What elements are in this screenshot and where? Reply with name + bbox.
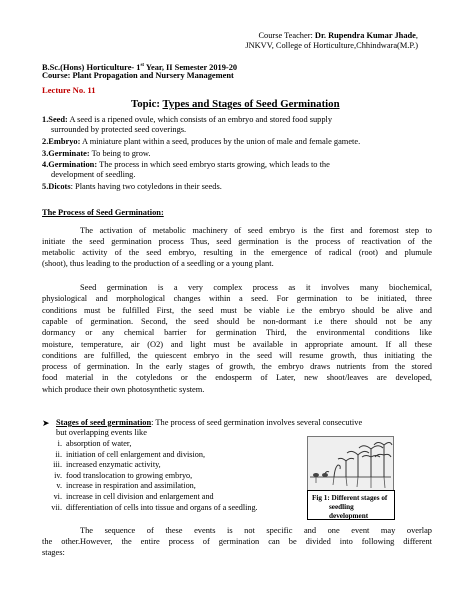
stage-text: food translocation to growing embryo,: [66, 470, 193, 480]
definition-term: Germinate:: [48, 149, 90, 158]
stages-intro: [56, 418, 432, 428]
stage-number: vii.: [51, 502, 62, 512]
topic-prefix: Topic:: [131, 98, 163, 110]
stage-number: iii.: [53, 460, 62, 470]
seedling-stages-illustration: [308, 437, 393, 490]
program-sup: st: [140, 63, 145, 68]
paragraph-line: The activation of metabolic machinery of seed embryo is the first and foremost step to: [80, 226, 432, 235]
definition-term: Germination:: [48, 160, 98, 169]
definition-term: Dicots: [48, 182, 71, 191]
definition-text: The process in which seed embryo starts growing, which leads to the: [97, 160, 330, 169]
definition-item: [51, 170, 135, 180]
paragraph-line: moisture, temperature, air (O2) and light must be available in appropriate amount. If all these: [42, 339, 432, 349]
stages-intro-text: : The process of seed germination involves several consecutive: [151, 418, 363, 427]
paragraph-line: capable of germination. Second, the seed should be non-dormant i.e there should not be any: [42, 316, 432, 326]
figure-caption: [307, 490, 395, 520]
paragraph-line: The sequence of these events is not specific and one event may overlap: [80, 526, 432, 535]
definition-continuation: surrounded by protected seed coverings.: [51, 125, 187, 134]
program-text-2: Year, II Semester 2019-20: [144, 62, 238, 72]
teacher-suffix: ,: [415, 31, 418, 40]
course-line: Course: Plant Propagation and Nursery Management: [42, 71, 234, 80]
paragraph-line: conditions are fulfilled, the quiescent embryo in the seed will resume growth, thus initiating the: [42, 350, 432, 360]
stages-heading: Stages of seed germination: [56, 418, 152, 427]
program-text: B.Sc.(Hons) Horticulture- 1: [42, 62, 141, 72]
definition-item: [42, 137, 432, 147]
definition-item: [42, 182, 432, 192]
stage-number: i.: [57, 439, 62, 448]
definition-text: A miniature plant within a seed, produces by the union of male and female gamete.: [80, 137, 361, 146]
paragraph-line: initiate the seed germination process Thus, seed germination is the process of reactivation of the: [42, 237, 432, 246]
caption-line-1: Fig 1: Different stages of: [312, 494, 388, 502]
teacher-label: Course Teacher:: [258, 31, 315, 40]
teacher-name: Dr. Rupendra Kumar Jhade: [314, 31, 416, 40]
definition-number: 3.: [42, 149, 49, 158]
definition-item: [42, 149, 432, 159]
stage-text: increase in cell division and enlargement and: [66, 492, 214, 501]
definition-term: Seed:: [48, 115, 68, 124]
definition-number: 2.: [42, 137, 49, 146]
definition-number: 4.: [42, 160, 49, 169]
stages-intro-cont: but overlapping events like: [56, 428, 147, 437]
definition-term: Embryo:: [48, 137, 81, 146]
definition-number: 1.: [42, 115, 49, 124]
definition-text: To being to grow.: [89, 149, 151, 158]
paragraph-line: conditions must be fulfilled First, the seed must be viable i.e the embryo should be alive and: [42, 305, 432, 315]
definition-text: A seed is a ripened ovule, which consists of an embryo and stored food supply: [67, 115, 333, 124]
definition-item: [51, 125, 186, 135]
definition-text: : Plants having two cotyledons in their seeds.: [70, 182, 222, 191]
definition-number: 5.: [42, 182, 49, 191]
section-heading: The Process of Seed Germination:: [42, 208, 164, 217]
course-teacher-line: [258, 31, 418, 41]
arrow-bullet-icon: ➤: [42, 418, 50, 428]
paragraph-line: metabolic activity of the seed embryo, resulting in the emergence of radical (root) and plumule: [42, 248, 432, 257]
paragraph-line: dormancy or any chemical barrier for germination Third, the environmental conditions like: [42, 328, 432, 338]
stage-number: vi.: [53, 492, 62, 501]
stage-number: iv.: [54, 470, 62, 480]
lecture-number: Lecture No. 11: [42, 85, 96, 95]
paragraph-line: which produce their own photosynthetic system.: [42, 384, 205, 394]
paragraph-line: stages:: [42, 548, 65, 557]
paragraph-line: Seed germination is a very complex process as it involves many biochemical,: [80, 283, 432, 292]
definition-item: [42, 160, 432, 170]
paragraph-line: the other.However, the entire process of germination can be divided into following different: [42, 537, 432, 546]
stage-text: differentiation of cells into tissue and organs of a seedling.: [66, 502, 258, 512]
paragraph-line: (shoot), thus leading to the production of a seedling or a young plant.: [42, 259, 274, 268]
topic-text: Types and Stages of Seed Germination: [162, 98, 340, 110]
definition-item: [42, 115, 432, 125]
definition-continuation: development of seedling.: [51, 170, 136, 179]
page-title: [131, 99, 340, 109]
stage-text: initiation of cell enlargement and division,: [66, 449, 206, 459]
paragraph-line: food material in the cotyledons or the endosperm of Later, new shoot/leaves are developed,: [42, 373, 432, 383]
seedling-figure-image: [307, 436, 394, 491]
institution-line: JNKVV, College of Horticulture,Chhindwara(M.P.): [245, 41, 418, 50]
stage-number: v.: [56, 481, 62, 491]
paragraph-line: physiological and morphological changes within a seed. For germination to be initiated, three: [42, 294, 432, 304]
stage-text: absorption of water,: [66, 439, 132, 448]
stage-number: ii.: [55, 449, 62, 459]
caption-line-2: seedling development: [329, 503, 369, 520]
paragraph-line: process of germination. In the early stages of growth, the embryo draws nutrients from the stored: [42, 362, 432, 372]
stage-text: increase in respiration and assimilation,: [66, 481, 196, 491]
stage-text: increased enzymatic activity,: [66, 460, 161, 470]
